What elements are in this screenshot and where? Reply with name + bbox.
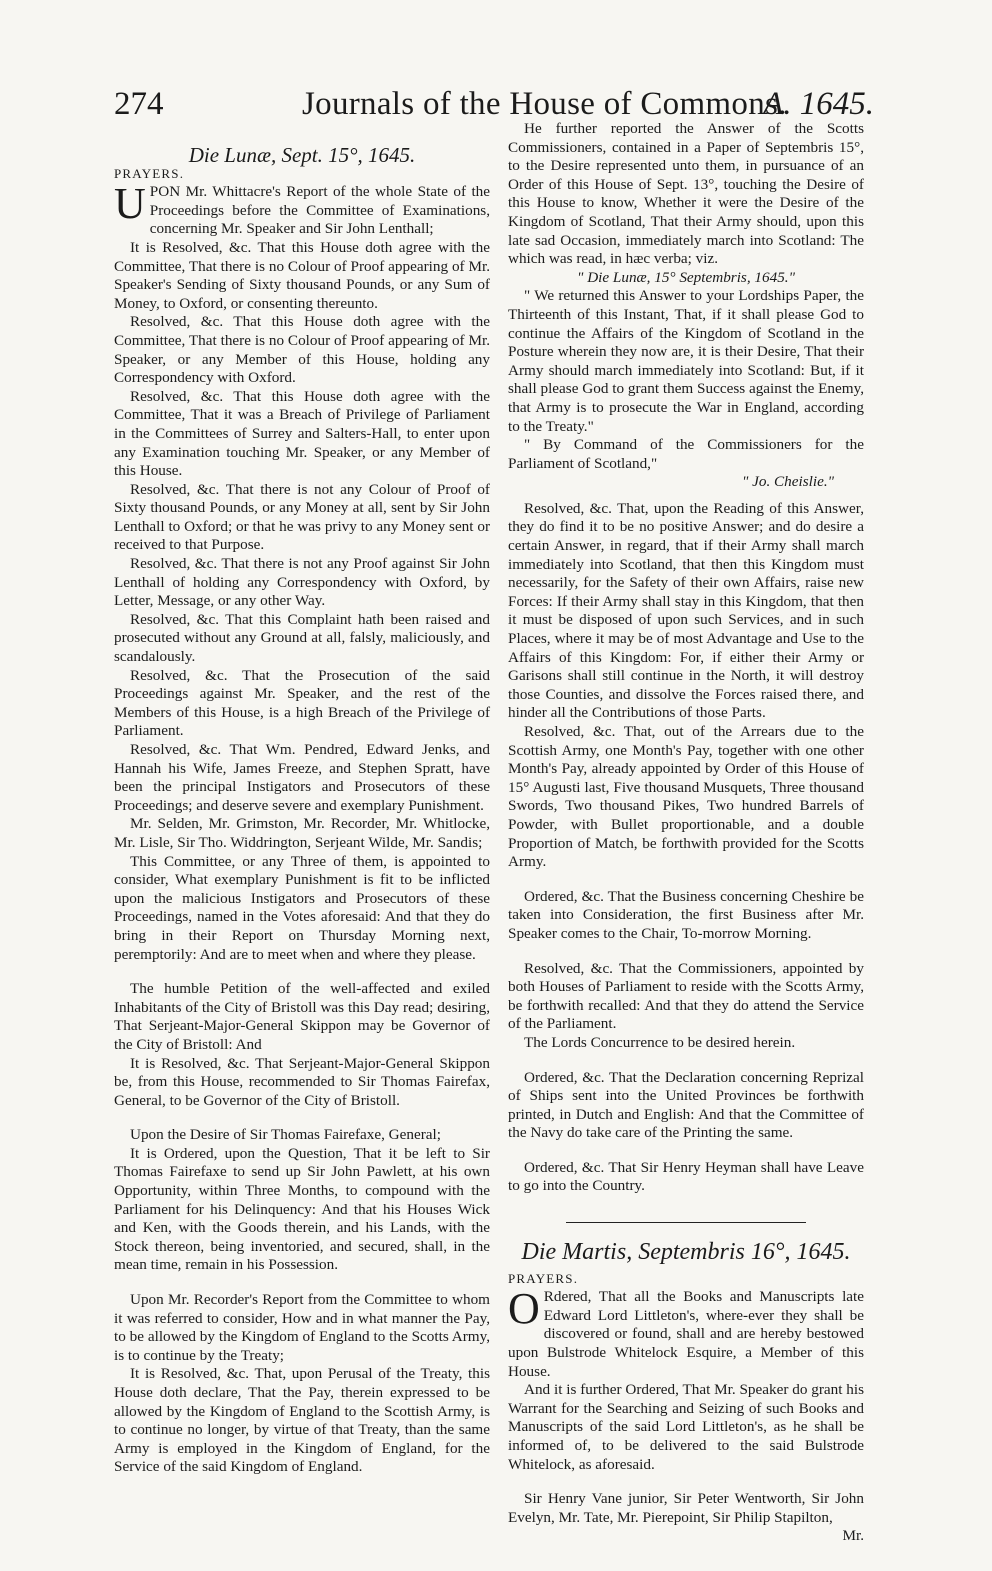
- prayers-label: PRAYERS.: [508, 1270, 579, 1286]
- paragraph: Resolved, &c. That this Complaint hath been raised and prosecuted without any Ground at all, falsly, maliciously, and scandalously.: [114, 610, 490, 666]
- paragraph: Ordered, &c. That the Business concerning Cheshire be taken into Consideration, the first Business after Mr. Speaker comes to the Chair, To-morrow Morning.: [508, 887, 864, 942]
- paragraph: Resolved, &c. That the Prosecution of the said Proceedings against Mr. Speaker, and the rest of the Members of this House, is a high Breach of the Privilege of Parliament.: [114, 666, 490, 740]
- paragraph: He further reported the Answer of the Scotts Commissioners, contained in a Paper of Septembris 15°, to the Desire represented unto them, in pursuance of an Order of this House of Sept. 13°, touching the Desire of this House to know, Whether it were the Desire of the Kingdom of Scotland, That their Army should, upon this late sad Occasion, immediately march into Scotland: The which was read, in hæc verba; viz.: [508, 120, 864, 268]
- paragraph: And it is further Ordered, That Mr. Speaker do grant his Warrant for the Searching and Seizing of such Books and Manuscripts of the said Lord Littleton's, as he shall be informed of, to be delivered to the said Bulstrode Whitelock, as aforesaid.: [508, 1381, 864, 1473]
- paragraph: Upon Mr. Recorder's Report from the Committee to whom it was referred to consider, How and in what manner the Pay, to be allowed by the Kingdom of England to the Scotts Army, is to continue by the Treaty;: [114, 1291, 490, 1364]
- catchword: Mr.: [842, 1527, 864, 1545]
- paragraph: It is Resolved, &c. That Serjeant-Major-General Skippon be, from this House, recommended to Sir Thomas Fairefax, General, to be Governor of the City of Bristoll.: [114, 1054, 490, 1109]
- paragraph: Resolved, &c. That this House doth agree with the Committee, That it was a Breach of Privilege of Parliament in the Committees of Surrey and Salters-Hall, to enter upon any Examination touching Mr. Speaker, or any Member of this House.: [114, 387, 490, 480]
- quoted-answer: " We returned this Answer to your Lordships Paper, the Thirteenth of this Instant, That, if it shall please God to continue the Affairs of the Kingdom of Scotland in the Posture wherein they now are, it is their Desire, That their Army should march immediately into Scotland: But, if it shall please God to grant them Success against the Enemy, that Army is to prosecute the War in England, according to the Treaty.": [508, 287, 864, 435]
- left-column: [114, 143, 490, 1477]
- paragraph: Upon the Desire of Sir Thomas Fairefaxe, General;: [130, 1126, 441, 1144]
- date-heading: Die Martis, Septembris 16°, 1645.: [521, 1239, 851, 1266]
- paragraph: Resolved, &c. That, upon the Reading of this Answer, they do find it to be no positive Answer; and do desire a certain Answer, in regard, that if their Army shall march immediately into Scotland, that then this Kingdom must necessarily, for the Safety of their own Affairs, raise new Forces: If their Army shall stay in this Kingdom, that then it must be disposed of upon such Services, and in such Places, where it may be of most Advantage and Use to the Affairs of this Kingdom: For, if either their Army or Garisons shall still continue in the North, it will destroy those Counties, and dissolve the Forces raised there, and hinder all the Contributions of those Parts.: [508, 499, 864, 722]
- prayers-label: PRAYERS.: [114, 165, 185, 181]
- paragraph: Resolved, &c. That this House doth agree with the Committee, That there is no Colour of Proof appearing of Mr. Speaker, or any Member of this House, holding any Correspondency with Oxford.: [114, 313, 490, 387]
- paragraph: Ordered, &c. That Sir Henry Heyman shall have Leave to go into the Country.: [508, 1158, 864, 1195]
- section-divider: [566, 1222, 806, 1223]
- drop-cap: U: [114, 179, 146, 229]
- paragraph-text: Rdered, That all the Books and Manuscripts late Edward Lord Littleton's, where-ever they shall be discovered or found, shall and are hereby bestowed upon Bulstrode Whitelock Esquire, a Member of this House.: [508, 1288, 864, 1380]
- paragraph: Resolved, &c. That the Commissioners, appointed by both Houses of Parliament to reside with the Scotts Army, be forthwith recalled: And that they do attend the Service of the Parliament.: [508, 959, 864, 1033]
- running-title: Journals of the House of Commons.: [302, 86, 787, 122]
- year-heading: A. 1645.: [763, 86, 874, 122]
- paragraph: Resolved, &c. That there is not any Colour of Proof of Sixty thousand Pounds, or any Money at all, sent by Sir John Lenthall to Oxford; or that he was privy to any Money sent or received to that Purpose.: [114, 480, 490, 554]
- paragraph: It is Ordered, upon the Question, That it be left to Sir Thomas Fairefaxe to send up Sir John Pawlett, at his own Opportunity, within Three Months, to compound with the Parliament for his Delinquency: And that his Houses Wick and Ken, with the Goods therein, and his Lands, with the Stock thereon, being inventoried, and secured, shall, in the mean time, remain in his Possession.: [114, 1144, 490, 1274]
- paragraph: It is Resolved, &c. That, upon Perusal of the Treaty, this House doth declare, That the Pay, therein expressed to be allowed by the Kingdom of England to the Scottish Army, is to continue no longer, by virtue of that Treaty, than the same Army is employed in the Kingdom of England, for the Service of the said Kingdom of England.: [114, 1365, 490, 1476]
- paragraph: It is Resolved, &c. That this House doth agree with the Committee, That there is no Colour of Proof appearing of Mr. Speaker's Sending of Sixty thousand Pounds, or any Sum of Money, to Oxford, or consenting thereunto.: [114, 238, 490, 312]
- paragraph: Resolved, &c. That there is not any Proof against Sir John Lenthall of holding any Correspondency with Oxford, by Letter, Message, or any other Way.: [114, 555, 490, 610]
- signature: " Jo. Cheislie.": [741, 473, 834, 491]
- paragraph: Sir Henry Vane junior, Sir Peter Wentworth, Sir John Evelyn, Mr. Tate, Mr. Pierepoint, Sir Philip Stapilton,: [508, 1490, 864, 1526]
- paragraph: This Committee, or any Three of them, is appointed to consider, What exemplary Punishment is fit to be inflicted upon the malicious Instigators and Prosecutors of these Proceedings, named in the Votes aforesaid: And that they do bring in their Report on Thursday Morning next, peremptorily: And are to meet when and where they please.: [114, 852, 490, 963]
- paragraph: Resolved, &c. That, out of the Arrears due to the Scottish Army, one Month's Pay, together with one other Month's Pay, already appointed by Order of this House of 15° Augusti last, Five thousand Musquets, Three thousand Swords, Two thousand Pikes, Two hundred Barrels of Powder, with Bullet proportionable, and a double Proportion of Match, be forthwith provided for the Scotts Army.: [508, 723, 864, 871]
- paragraph: Mr. Selden, Mr. Grimston, Mr. Recorder, Mr. Whitlocke, Mr. Lisle, Sir Tho. Widdrington, Serjeant Wilde, Mr. Sandis;: [114, 815, 490, 851]
- paragraph: The humble Petition of the well-affected and exiled Inhabitants of the City of Bristoll was this Day read; desiring, That Serjeant-Major-General Skippon may be Governor of the City of Bristoll: And: [114, 980, 490, 1053]
- paragraph: Resolved, &c. That Wm. Pendred, Edward Jenks, and Hannah his Wife, James Freeze, and Stephen Spratt, have been the principal Instigators and Prosecutors of these Proceedings; and deserve severe and exemplary Punishment.: [114, 741, 490, 814]
- right-column: [508, 120, 864, 1546]
- drop-cap: O: [508, 1284, 540, 1334]
- paragraph: [508, 1284, 864, 1381]
- paragraph-text: PON Mr. Whittacre's Report of the whole State of the Proceedings before the Committee of Examinations, concerning Mr. Speaker and Sir John Lenthall;: [149, 183, 490, 238]
- date-heading: Die Lunæ, Sept. 15°, 1645.: [188, 143, 416, 167]
- paragraph: Ordered, &c. That the Declaration concerning Reprizal of Ships sent into the United Provinces be forthwith printed, in Dutch and English: And that the Committee of the Navy do take care of the Printing the same.: [508, 1068, 864, 1142]
- paragraph: The Lords Concurrence to be desired herein.: [524, 1033, 796, 1051]
- command-line: " By Command of the Commissioners for the Parliament of Scotland,": [508, 436, 864, 472]
- paragraph: [114, 179, 490, 239]
- page-number: 274: [114, 86, 164, 122]
- quote-date: " Die Lunæ, 15° Septembris, 1645.": [577, 268, 795, 286]
